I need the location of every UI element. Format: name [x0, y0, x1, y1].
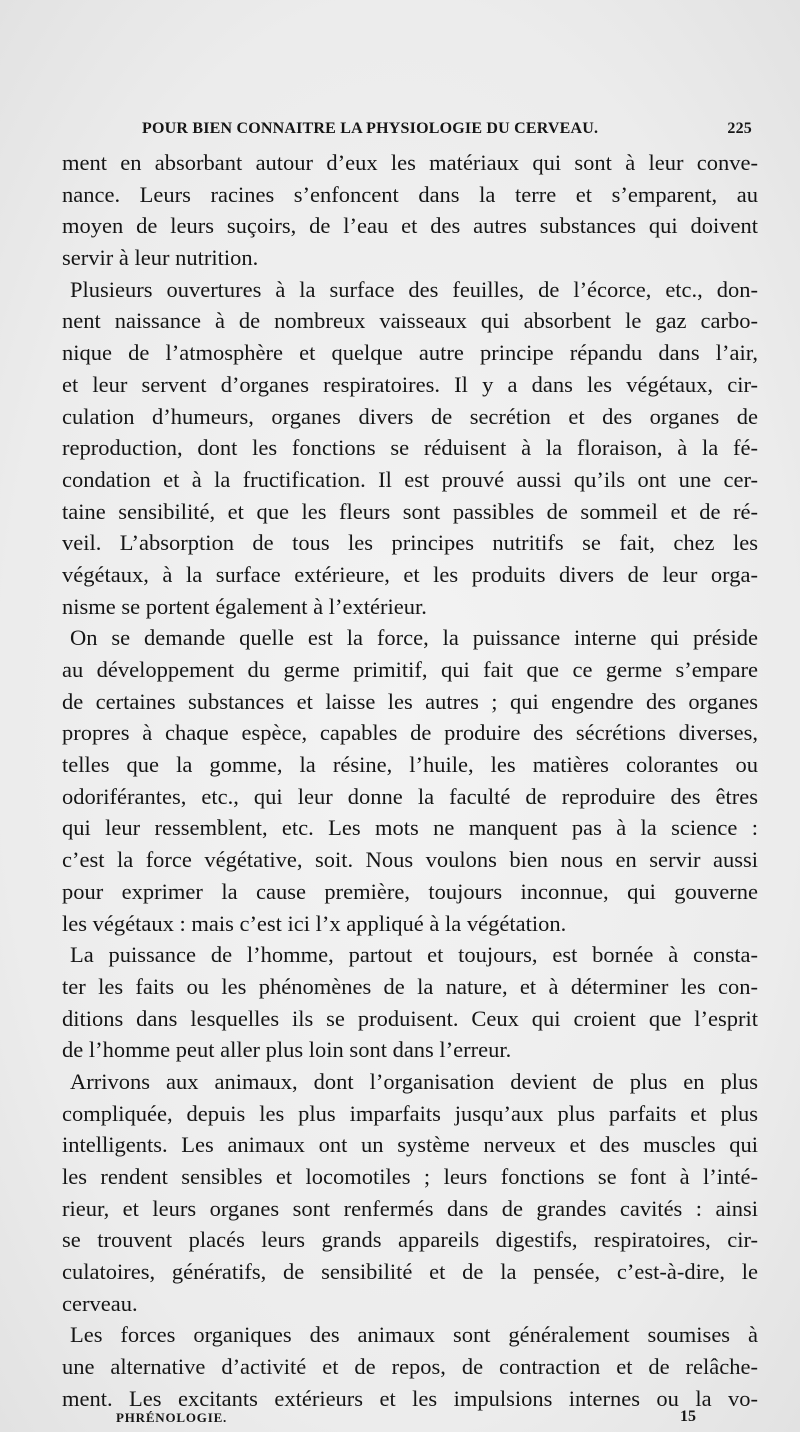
text-line: ditions dans lesquelles ils se produisent. Ceux qui croient que l’esprit: [62, 1005, 758, 1031]
text-line: culatoires, génératifs, de sensibilité et de la pensée, c’est-à-dire, le: [62, 1259, 758, 1285]
text-line: de l’homme peut aller plus loin sont dans l’erreur.: [62, 1037, 512, 1063]
paragraph: [62, 274, 758, 623]
text-line: et leur servent d’organes respiratoires. Il y a dans les végétaux, cir-: [62, 371, 758, 397]
text-line: ment en absorbant autour d’eux les matériaux qui sont à leur conve-: [62, 150, 758, 175]
text-line: odoriférantes, etc., qui leur donne la faculté de reproduire des êtres: [62, 783, 758, 809]
text-line: rieur, et leurs organes sont renfermés dans de grandes cavités : ainsi: [62, 1195, 758, 1221]
paragraph: [62, 622, 758, 939]
text-line: nent naissance à de nombreux vaisseaux qui absorbent le gaz carbo-: [62, 308, 758, 334]
paragraph: [62, 1066, 758, 1320]
paragraph: [62, 939, 758, 1066]
text-line: nisme se portent également à l’extérieur.: [62, 593, 427, 619]
text-line: servir à leur nutrition.: [62, 245, 259, 271]
text-line: ment. Les excitants extérieurs et les impulsions internes ou la vo-: [62, 1385, 758, 1411]
text-line: les rendent sensibles et locomotiles ; leurs fonctions se font à l’inté-: [62, 1164, 758, 1189]
text-line: moyen de leurs suçoirs, de l’eau et des autres substances qui doivent: [62, 213, 758, 239]
text-line: une alternative d’activité et de repos, de contraction et de relâche-: [62, 1354, 758, 1380]
page-number: 225: [727, 120, 752, 137]
text-line: compliquée, depuis les plus imparfaits jusqu’aux plus parfaits et plus: [62, 1100, 758, 1126]
text-line: pour exprimer la cause première, toujours inconnue, qui gouverne: [62, 878, 758, 904]
text-line: veil. L’absorption de tous les principes nutritifs se fait, chez les: [62, 530, 758, 556]
text-line: nique de l’atmosphère et quelque autre principe répandu dans l’air,: [62, 340, 758, 366]
page-footer: [60, 1407, 760, 1429]
signature-number: 15: [680, 1408, 696, 1425]
text-line: cerveau.: [62, 1290, 138, 1316]
text-line: taine sensibilité, et que les fleurs sont passibles de sommeil et de ré-: [62, 498, 758, 524]
text-line: végétaux, à la surface extérieure, et les produits divers de leur orga-: [62, 561, 758, 587]
text-line: condation et à la fructification. Il est prouvé aussi qu’ils ont une cer-: [62, 466, 758, 492]
text-line: telles que la gomme, la résine, l’huile, les matières colorantes ou: [62, 752, 758, 778]
text-line: Arrivons aux animaux, dont l’organisation devient de plus en plus: [70, 1068, 758, 1094]
paragraph: [62, 147, 758, 274]
text-line: au développement du germe primitif, qui fait que ce germe s’empare: [62, 657, 758, 682]
text-line: ter les faits ou les phénomènes de la nature, et à déterminer les con-: [62, 973, 758, 999]
text-line: culation d’humeurs, organes divers de secrétion et des organes de: [62, 403, 758, 429]
running-title: POUR BIEN CONNAITRE LA PHYSIOLOGIE DU CERVEAU.: [142, 120, 599, 137]
text-line: La puissance de l’homme, partout et toujours, est bornée à consta-: [70, 942, 758, 968]
text-line: reproduction, dont les fonctions se réduisent à la floraison, à la fé-: [62, 435, 758, 461]
text-line: de certaines substances et laisse les autres ; qui engendre des organes: [62, 688, 758, 714]
text-line: Les forces organiques des animaux sont généralement soumises à: [70, 1322, 758, 1348]
text-line: intelligents. Les animaux ont un système nerveux et des muscles qui: [62, 1132, 758, 1158]
text-line: se trouvent placés leurs grands appareils digestifs, respiratoires, cir-: [62, 1227, 758, 1253]
text-line: propres à chaque espèce, capables de produire des sécrétions diverses,: [62, 720, 758, 746]
body-text: [62, 147, 758, 1415]
paragraph: [62, 1319, 758, 1414]
text-line: On se demande quelle est la force, la puissance interne qui préside: [70, 625, 758, 651]
text-line: les végétaux : mais c’est ici l’x appliqué à la végétation.: [62, 910, 567, 936]
page-header: [60, 116, 760, 146]
text-line: qui leur ressemblent, etc. Les mots ne manquent pas à la science :: [62, 815, 758, 841]
text-line: c’est la force végétative, soit. Nous voulons bien nous en servir aussi: [62, 847, 758, 873]
signature-title: PHRÉNOLOGIE.: [116, 1410, 228, 1425]
text-line: Plusieurs ouvertures à la surface des feuilles, de l’écorce, etc., don-: [70, 276, 758, 302]
text-line: nance. Leurs racines s’enfoncent dans la terre et s’emparent, au: [62, 181, 758, 207]
